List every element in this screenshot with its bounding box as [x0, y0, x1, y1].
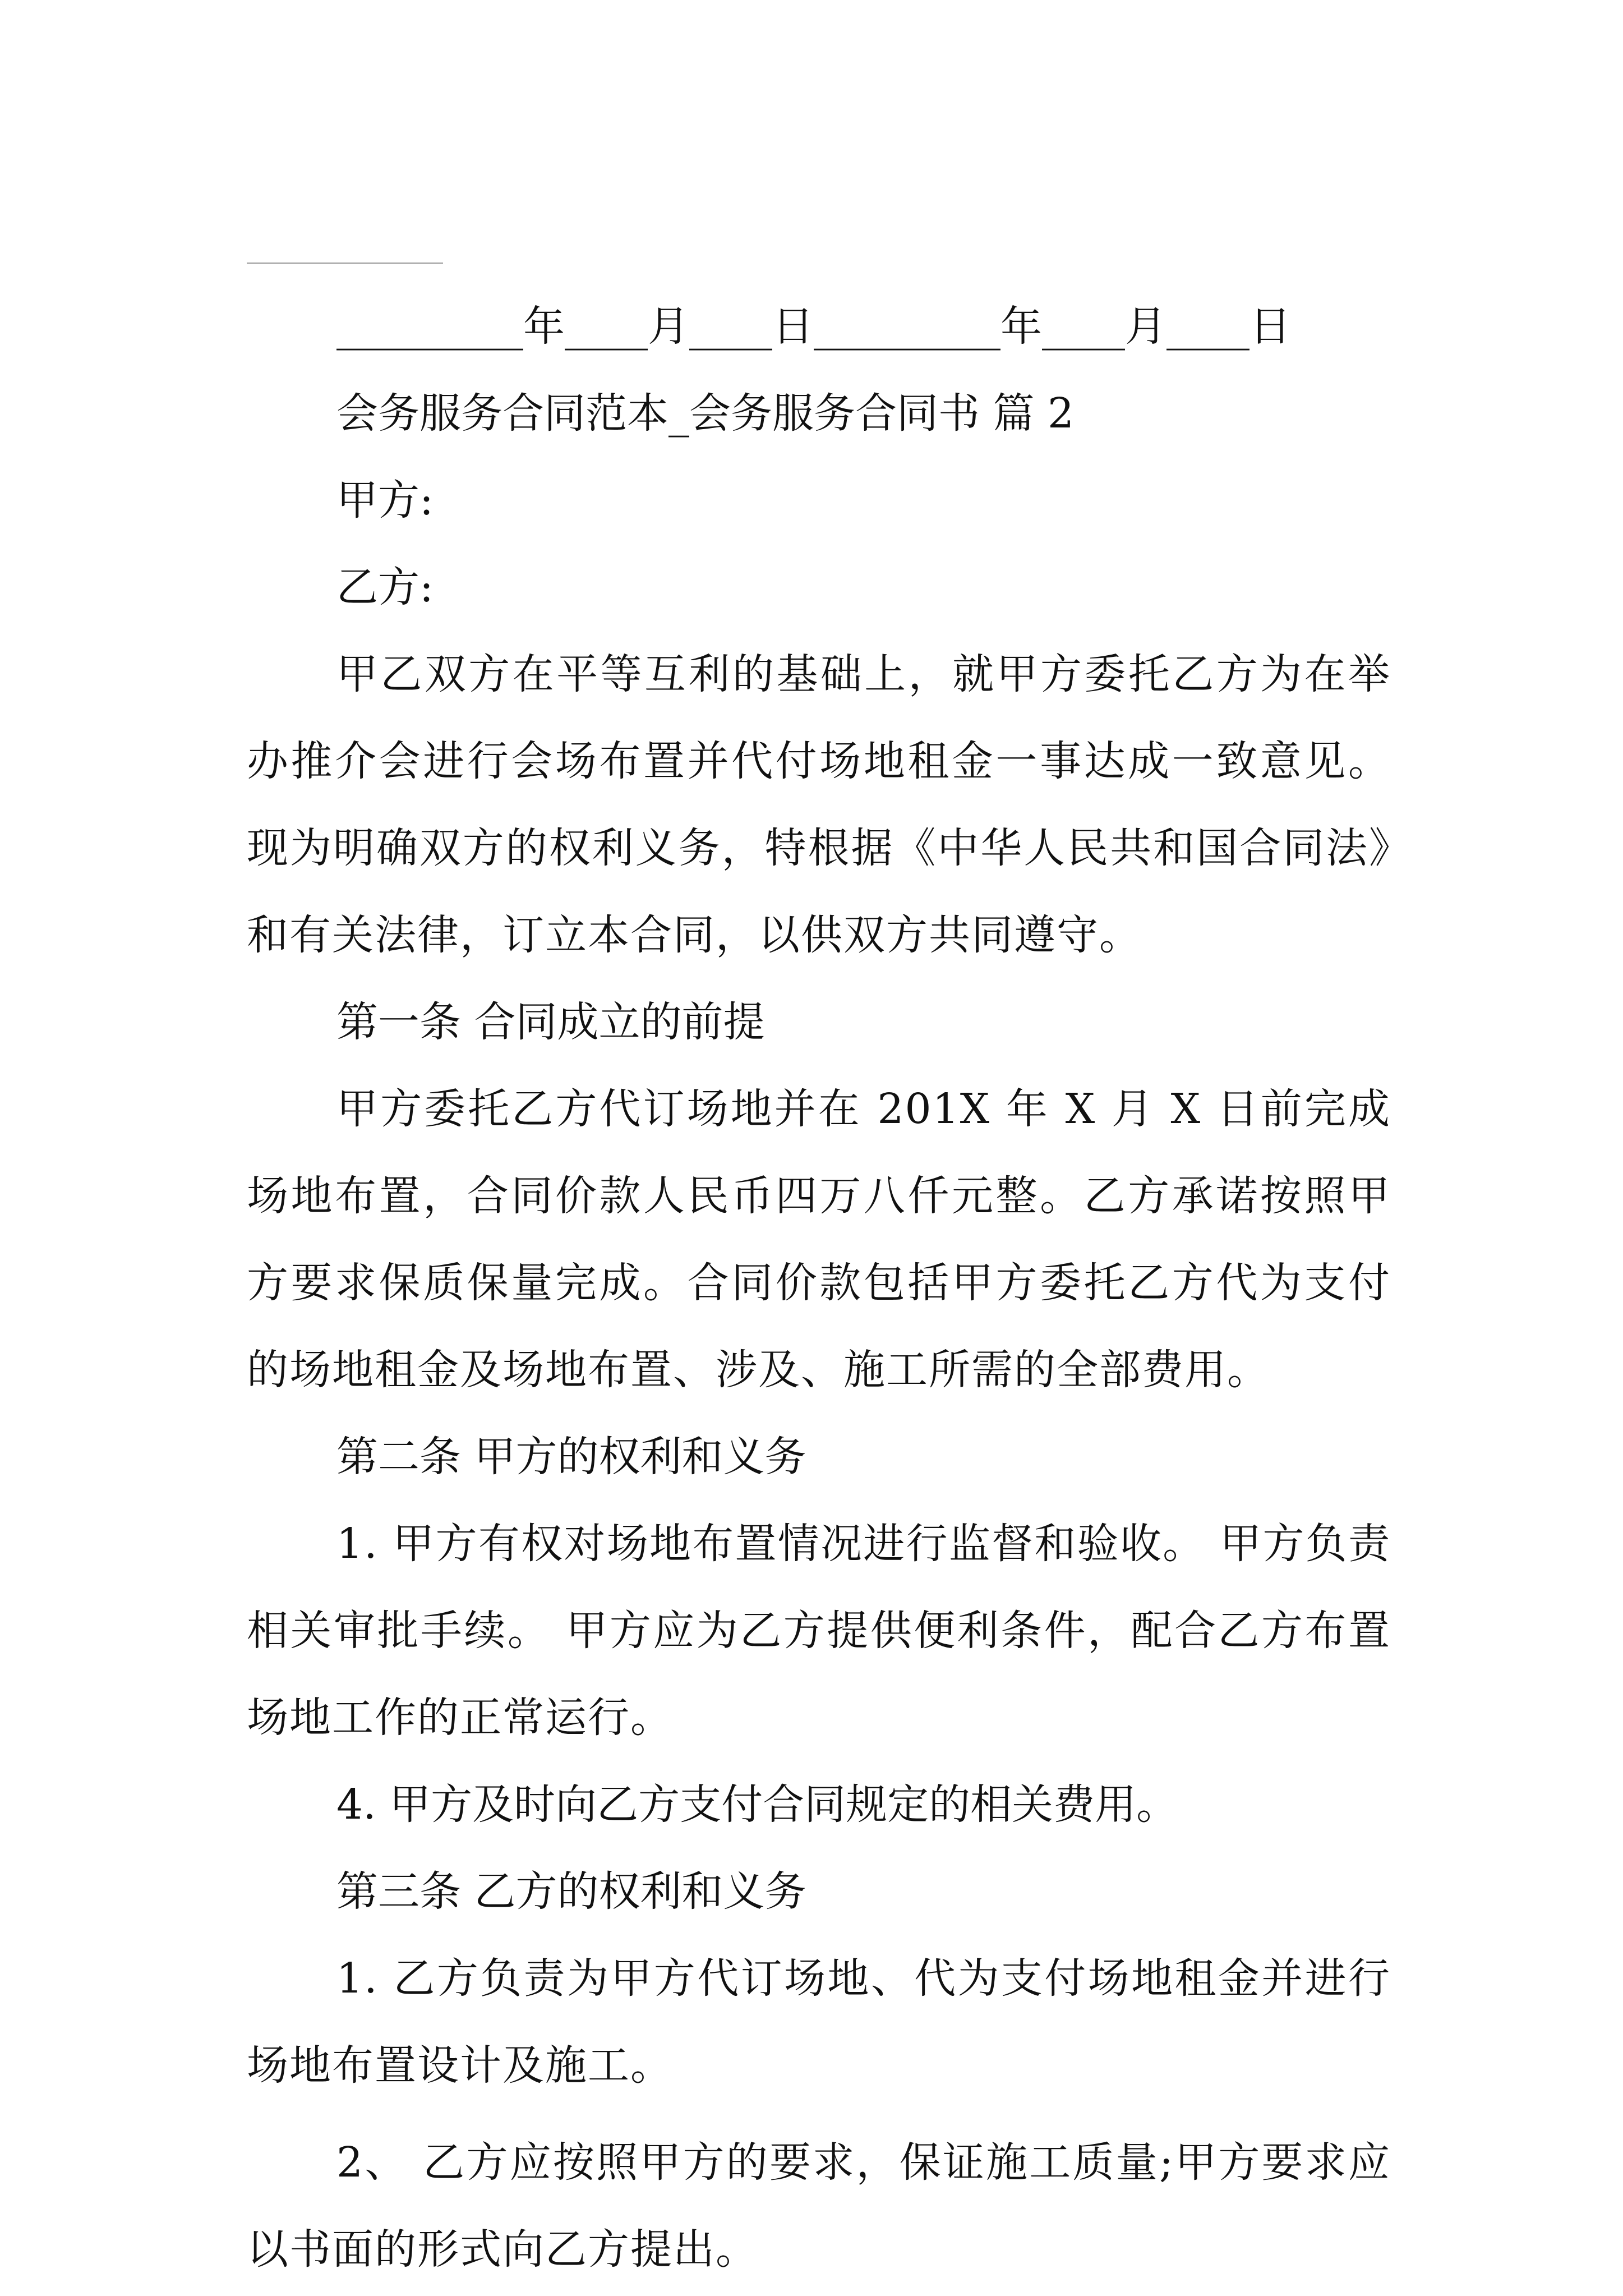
article-2-title: 第二条 甲方的权利和义务: [336, 1433, 806, 1481]
document-body: [247, 283, 1391, 2293]
article-2-item-1: 1. 甲方有权对场地布置情况进行监督和验收。 甲方负责相关审批手续。 甲方应为乙方提供便利条件，配合乙方布置场地工作的正常运行。: [247, 1520, 1391, 1742]
article-3-item-2: 2、 乙方应按照甲方的要求，保证施工质量;甲方要求应以书面的形式向乙方提出。: [247, 2138, 1391, 2274]
top-divider: [247, 263, 443, 264]
party-a-label: 甲方:: [336, 476, 434, 524]
signature-date-line: _________年____月____日_________年____月____日: [336, 302, 1291, 351]
spacer: [247, 2109, 1391, 2119]
intro-paragraph: 甲乙双方在平等互利的基础上，就甲方委托乙方为在举办推介会进行会场布置并代付场地租金一事达成一致意见。现为明确双方的权利义务，特根据《中华人民共和国合同法》和有关法律，订立本合同，以供双方共同遵守。: [247, 650, 1391, 959]
article-1-body: 甲方委托乙方代订场地并在 201X 年 X 月 X 日前完成场地布置，合同价款人民币四万八仟元整。乙方承诺按照甲方要求保质保量完成。合同价款包括甲方委托乙方代为支付的场地租金及场地布置、涉及、施工所需的全部费用。: [247, 1085, 1391, 1394]
article-2-item-4: 4. 甲方及时向乙方支付合同规定的相关费用。: [336, 1780, 1178, 1829]
party-b-label: 乙方:: [336, 563, 434, 611]
article-1-title: 第一条 合同成立的前提: [336, 998, 765, 1046]
article-3-title: 第三条 乙方的权利和义务: [336, 1867, 806, 1916]
article-3-item-1: 1. 乙方负责为甲方代订场地、代为支付场地租金并进行场地布置设计及施工。: [247, 1954, 1391, 2090]
section-heading: 会务服务合同范本_会务服务合同书 篇 2: [336, 389, 1075, 438]
